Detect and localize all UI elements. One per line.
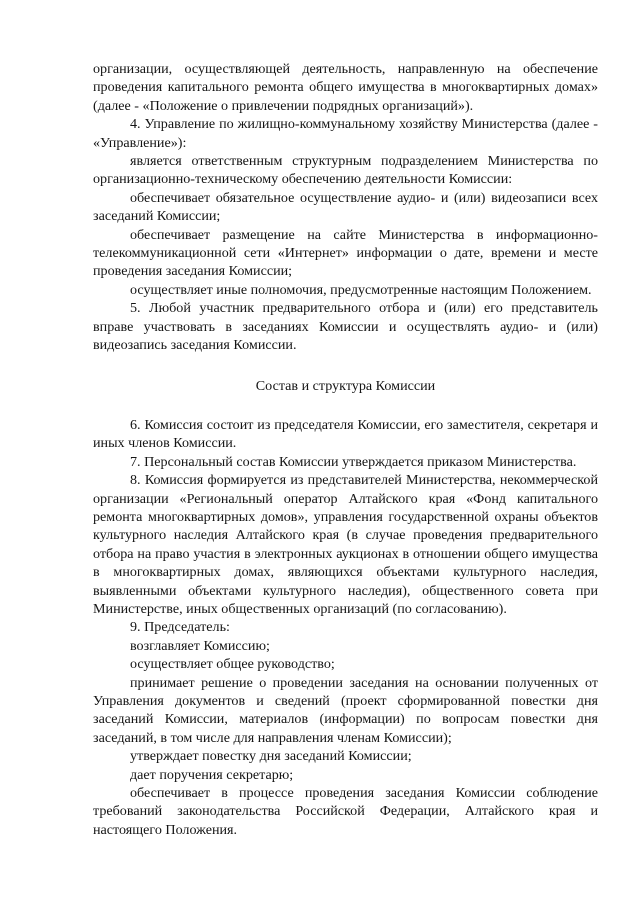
paragraph-chair-leads: осуществляет общее руководство;	[130, 656, 335, 673]
paragraph-item-6: 6. Комиссия состоит из председателя Комиссии, его заместителя, секретаря и иных членов Комиссии.	[93, 416, 598, 452]
document-body	[93, 60, 598, 839]
paragraph-other-powers: осуществляет иные полномочия, предусмотренные настоящим Положением.	[130, 281, 592, 298]
paragraph-continuation: организации, осуществляющей деятельность, направленную на обеспечение проведения капитального ремонта общего имущества в многоквартирных домах» (далее - «Положение о привлечении подрядных организаций»).	[93, 61, 598, 114]
section-heading: Состав и структура Комиссии	[255, 377, 436, 394]
paragraph-chair-instructs: дает поручения секретарю;	[130, 766, 294, 783]
paragraph-item-9: 9. Председатель:	[130, 619, 230, 636]
paragraph-chair-decides: принимает решение о проведении заседания на основании полученных от Управления документов и сведений (проект сформированной повестки дня заседаний Комиссии, материалов (информации) по вопросам повестки дня заседаний, в том числе для направления членам Комиссии);	[93, 674, 598, 746]
paragraph-item-7: 7. Персональный состав Комиссии утверждается приказом Министерства.	[130, 453, 577, 470]
paragraph-recording: обеспечивает обязательное осуществление аудио- и (или) видеозаписи всех заседаний Комиссии;	[93, 189, 598, 225]
paragraph-item-4: 4. Управление по жилищно-коммунальному хозяйству Министерства (далее - «Управление»):	[93, 116, 598, 151]
paragraph-responsible-unit: является ответственным структурным подразделением Министерства по организационно-техническому обеспечению деятельности Комиссии:	[93, 153, 598, 188]
paragraph-item-5: 5. Любой участник предварительного отбора и (или) его представитель вправе участвовать в заседаниях Комиссии и осуществлять аудио- и (или) видеозапись заседания Комиссии.	[93, 300, 598, 354]
paragraph-chair-heads: возглавляет Комиссию;	[130, 637, 270, 654]
paragraph-item-8: 8. Комиссия формируется из представителей Министерства, некоммерческой организации «Региональный оператор Алтайского края «Фонд капитального ремонта многоквартирных домов», управления государственной охраны объектов культурного наследия Алтайского края (в случае проведения предварительного отбора на право участия в электронных аукционах в отношении общего имущества в многоквартирных домах, являющихся объектами культурного наследия, выявленными объектами культурного наследия), общественного совета при Министерстве, иных общественных организаций (по согласованию).	[93, 472, 598, 617]
paragraph-chair-ensures: обеспечивает в процессе проведения заседания Комиссии соблюдение требований законодательства Российской Федерации, Алтайского края и настоящего Положения.	[93, 785, 598, 838]
paragraph-chair-approves: утверждает повестку дня заседаний Комиссии;	[130, 748, 412, 765]
paragraph-website-posting: обеспечивает размещение на сайте Министерства в информационно-телекоммуникационной сети «Интернет» информации о дате, времени и месте проведения заседания Комиссии;	[93, 226, 598, 280]
